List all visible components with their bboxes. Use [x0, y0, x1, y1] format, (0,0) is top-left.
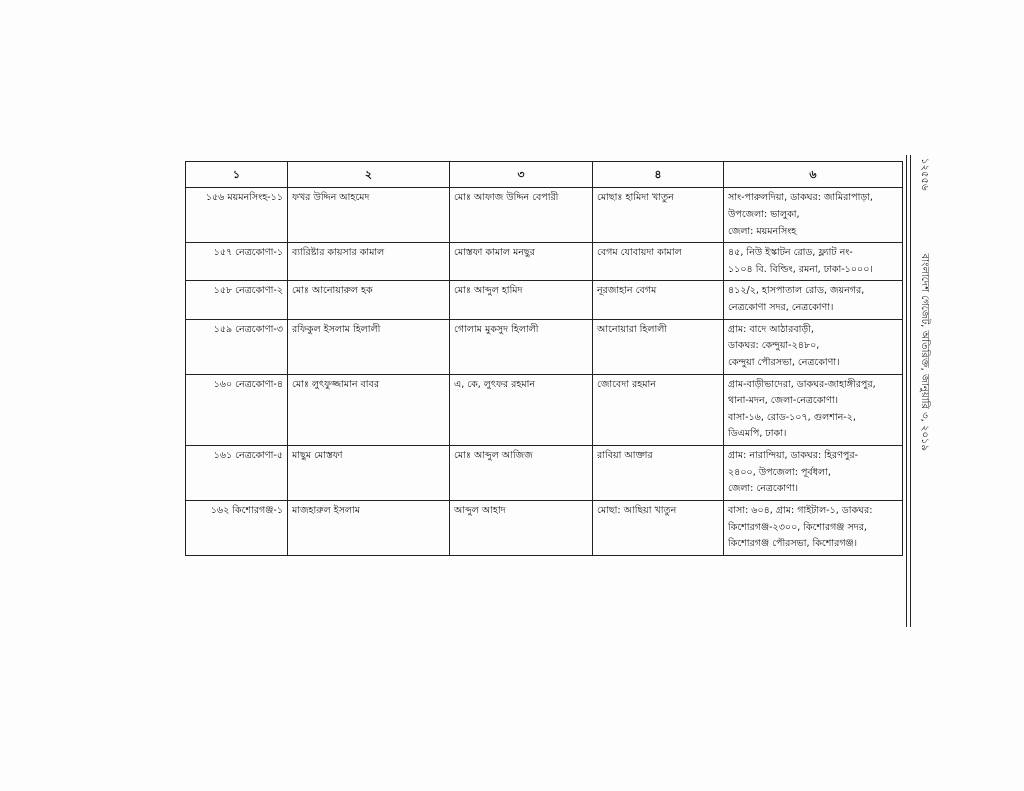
page-number: ১২৫৫৬ — [919, 158, 930, 191]
mother-name-cell: আনোয়ারা হিলালী — [593, 319, 724, 374]
table-row — [186, 243, 903, 281]
candidate-name-cell: মাছুম মোস্তফা — [288, 446, 450, 501]
father-name-cell: মোঃ আব্দুল আজিজ — [450, 446, 593, 501]
address-line: জেলা: ময়মনসিংহ — [728, 225, 797, 237]
table-row — [186, 188, 903, 243]
column-header: ১ — [186, 162, 288, 188]
address-cell — [724, 243, 903, 281]
mother-name-cell: মোছা: আছিয়া খাতুন — [593, 500, 724, 555]
constituency-cell: ১৫৯ নেত্রকোণা-৩ — [186, 319, 288, 374]
address-cell — [724, 446, 903, 501]
margin-rule — [906, 155, 911, 627]
address-cell — [724, 281, 903, 319]
address-line: ডাকঘর: কেন্দুয়া-২৪৮০, — [728, 340, 820, 352]
constituency-cell: ১৫৭ নেত্রকোণা-১ — [186, 243, 288, 281]
mother-name-cell: রাবিয়া আক্তার — [593, 446, 724, 501]
address-line: গ্রাম-বাড়ীভাদেরা, ডাকঘর-জাহাঙ্গীরপুর, — [728, 378, 876, 390]
address-line: ৪৫, নিউ ইস্কাটন রোড, ফ্ল্যাট নং- — [728, 247, 853, 259]
address-line: ১১০৪ বি. বিল্ডিং, রমনা, ঢাকা-১০০০। — [728, 263, 873, 275]
address-line: কেন্দুয়া পৌরসভা, নেত্রকোণা। — [728, 356, 840, 368]
address-cell — [724, 319, 903, 374]
father-name-cell: আব্দুল আহাদ — [450, 500, 593, 555]
column-header: ২ — [288, 162, 450, 188]
table-row — [186, 374, 903, 446]
address-cell — [724, 188, 903, 243]
father-name-cell: মোঃ আফাজ উদ্দিন বেপারী — [450, 188, 593, 243]
address-line: নেত্রকোণা সদর, নেত্রকোণা। — [728, 302, 834, 313]
mother-name-cell: নূরজাহান বেগম — [593, 281, 724, 319]
address-line: উপজেলা: ভালুকা, — [728, 208, 800, 220]
address-line: ৪১২/২, হাসপাতাল রোড, জয়নগর, — [728, 285, 865, 297]
address-line: ২৪০০, উপজেলা: পূর্বধলা, — [728, 466, 831, 478]
candidate-name-cell: মোঃ লুৎফুজ্জামান বাবর — [288, 374, 450, 446]
candidate-name-cell: ব্যারিষ্টার কায়সার কামাল — [288, 243, 450, 281]
father-name-cell: মোঃ আব্দুল হামিদ — [450, 281, 593, 319]
address-line: বাসা-১৬, রোড-১০৭, গুলশান-২, — [728, 411, 856, 423]
table-row — [186, 446, 903, 501]
father-name-cell: এ, কে, লুৎফর রহমান — [450, 374, 593, 446]
candidate-name-cell: মোঃ আনোয়ারুল হক — [288, 281, 450, 319]
address-line: কিশোরগঞ্জ পৌরসভা, কিশোরগঞ্জ। — [728, 538, 858, 550]
candidate-name-cell: মাজহারুল ইসলাম — [288, 500, 450, 555]
candidate-name-cell: রফিকুল ইসলাম হিলালী — [288, 319, 450, 374]
candidate-name-cell: ফখর উদ্দিন আহমেদ — [288, 188, 450, 243]
table-row — [186, 319, 903, 374]
running-header — [912, 158, 932, 528]
running-title: বাংলাদেশ গেজেট, অতিরিক্ত, জানুয়ারি ৩, ২০১৯ — [919, 253, 930, 451]
constituency-cell: ১৬২ কিশোরগঞ্জ-১ — [186, 500, 288, 555]
table-row — [186, 500, 903, 555]
address-line: সাং-পারুলদিয়া, ডাকঘর: জামিরাপাড়া, — [728, 192, 873, 204]
candidate-table — [185, 161, 903, 556]
address-line: গ্রাম: বাদে আঠারবাড়ী, — [728, 323, 814, 335]
constituency-cell: ১৬০ নেত্রকোণা-৪ — [186, 374, 288, 446]
mother-name-cell: জোবেদা রহমান — [593, 374, 724, 446]
address-line: বাসা: ৬০৪, গ্রাম: গাইটাল-১, ডাকঘর: — [728, 504, 873, 516]
column-header: ৪ — [593, 162, 724, 188]
table-row — [186, 281, 903, 319]
address-line: ডিএমপি, ঢাকা। — [728, 428, 787, 440]
column-header: ৬ — [724, 162, 903, 188]
constituency-cell: ১৫৬ ময়মনসিংহ-১১ — [186, 188, 288, 243]
table-header-row — [186, 162, 903, 188]
address-cell — [724, 374, 903, 446]
address-line: থানা-মদন, জেলা-নেত্রকোণা। — [728, 395, 838, 407]
constituency-cell: ১৬১ নেত্রকোণা-৫ — [186, 446, 288, 501]
constituency-cell: ১৫৮ নেত্রকোণা-২ — [186, 281, 288, 319]
address-line: জেলা: নেত্রকোণা। — [728, 483, 799, 495]
address-line: গ্রাম: নারান্দিয়া, ডাকঘর: হিরণপুর- — [728, 450, 858, 461]
column-header: ৩ — [450, 162, 593, 188]
father-name-cell: মোস্তফা কামাল মনছুর — [450, 243, 593, 281]
address-cell — [724, 500, 903, 555]
address-line: কিশোরগঞ্জ-২৩০০, কিশোরগঞ্জ সদর, — [728, 521, 867, 533]
mother-name-cell: বেগম যোবায়দা কামাল — [593, 243, 724, 281]
father-name-cell: গোলাম মুকসুদ হিলালী — [450, 319, 593, 374]
mother-name-cell: মোছাঃ হামিদা খাতুন — [593, 188, 724, 243]
